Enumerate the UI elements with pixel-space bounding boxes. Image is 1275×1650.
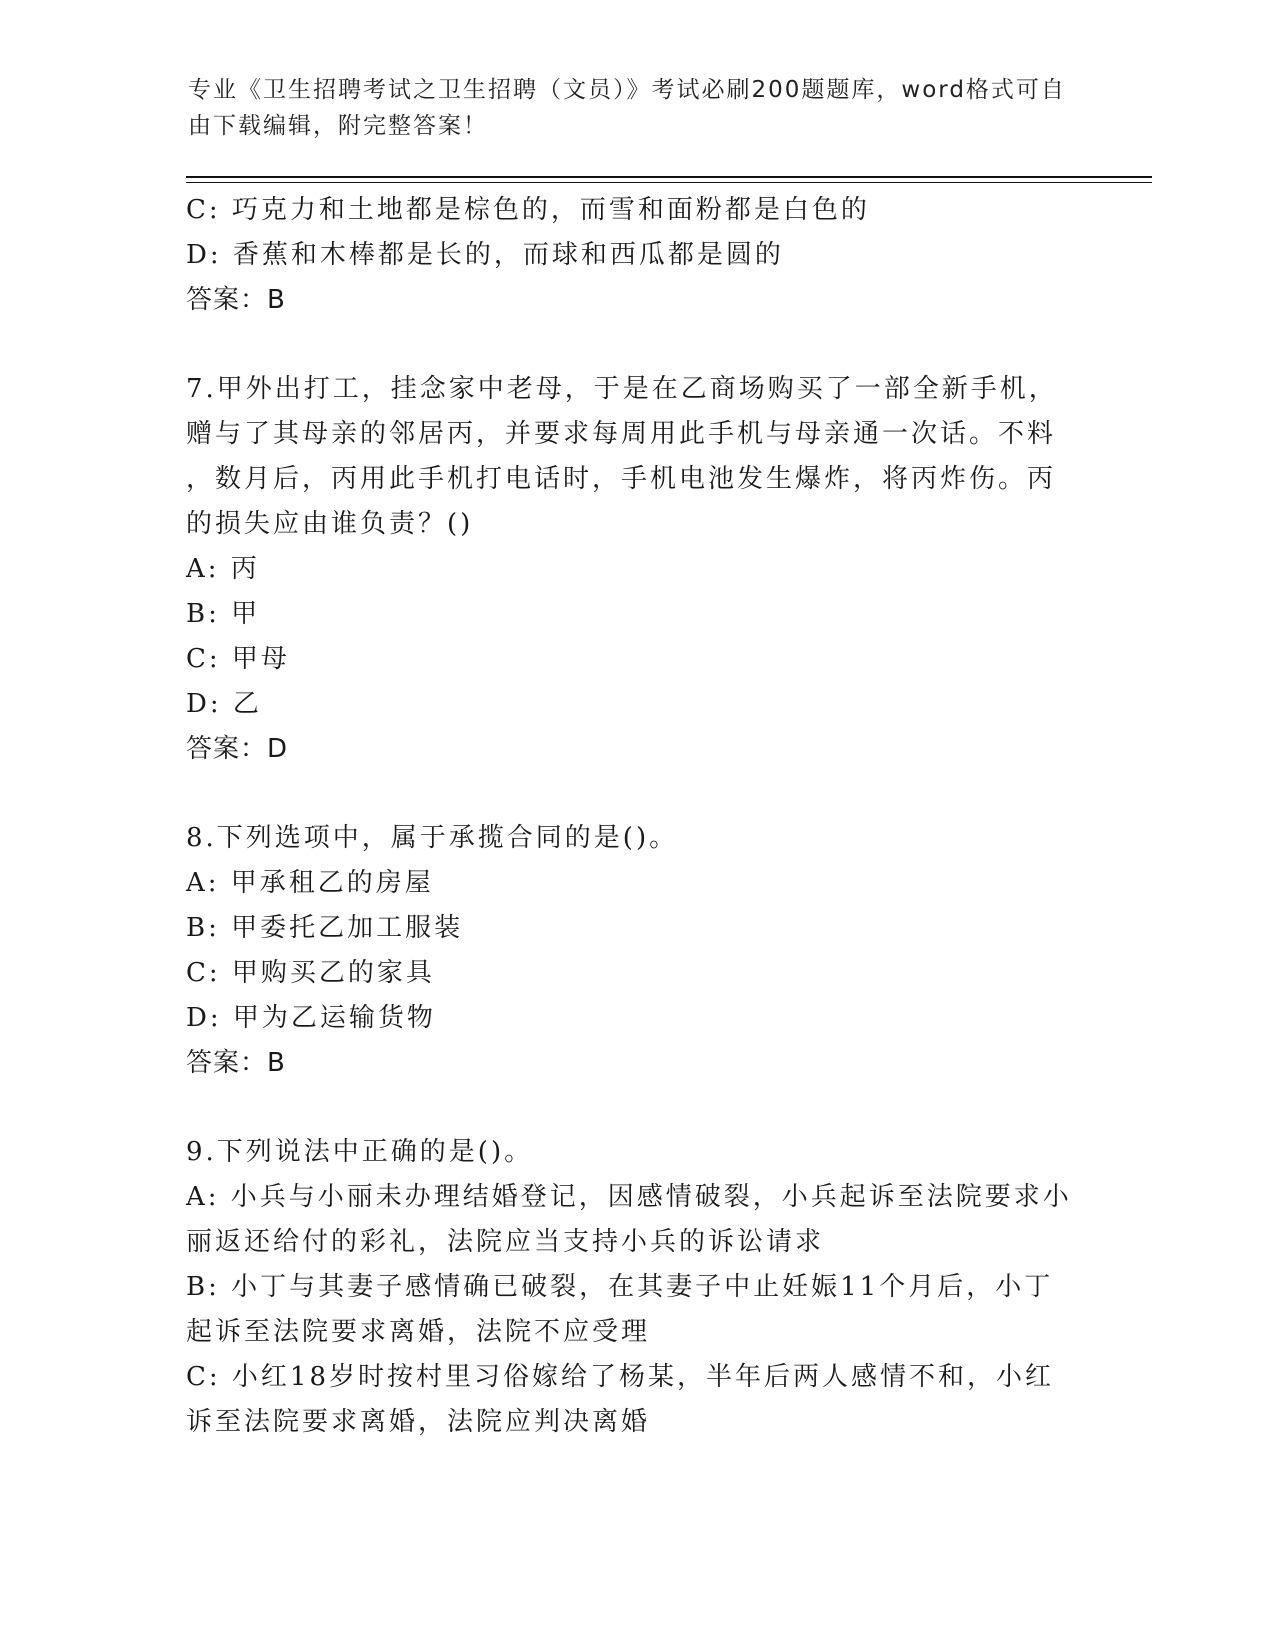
question-stem-line: 7.甲外出打工，挂念家中老母，于是在乙商场购买了一部全新手机，	[186, 374, 1058, 404]
option-c: C: 巧克力和土地都是棕色的，而雪和面粉都是白色的	[186, 195, 870, 225]
option-d: D: 香蕉和木棒都是长的，而球和西瓜都是圆的	[186, 240, 784, 270]
header-rule-thick	[186, 176, 1152, 178]
option-d: D: 甲为乙运输货物	[186, 1003, 436, 1033]
option-a-line: A: 小兵与小丽未办理结婚登记，因感情破裂，小兵起诉至法院要求小	[186, 1182, 1072, 1212]
option-a-line: 丽返还给付的彩礼，法院应当支持小兵的诉讼请求	[186, 1227, 825, 1257]
option-b-line: B: 小丁与其妻子感情确已破裂，在其妻子中止妊娠11个月后，小丁	[186, 1272, 1054, 1302]
question-9	[186, 1130, 1086, 1445]
spacer	[186, 1086, 1086, 1130]
option-a: A: 丙	[186, 554, 260, 584]
option-c-line: C: 小红18岁时按村里习俗嫁给了杨某，半年后两人感情不和，小红	[186, 1362, 1055, 1392]
option-a: A: 甲承租乙的房屋	[186, 868, 434, 898]
question-list	[186, 188, 1086, 1445]
spacer	[186, 323, 1086, 367]
question-stem-line: ，数月后，丙用此手机打电话时，手机电池发生爆炸，将丙炸伤。丙	[186, 464, 1057, 494]
option-c: C: 甲母	[186, 644, 290, 674]
question-8	[186, 816, 1086, 1086]
option-d: D: 乙	[186, 689, 262, 719]
answer: 答案：B	[186, 1048, 286, 1078]
question-7	[186, 367, 1086, 772]
option-b: B: 甲	[186, 599, 261, 629]
header-line-1: 专业《卫生招聘考试之卫生招聘（文员）》考试必刷200题题库，word格式可自	[188, 77, 1066, 103]
question-stem: 9.下列说法中正确的是()。	[186, 1137, 534, 1167]
option-b: B: 甲委托乙加工服装	[186, 913, 464, 943]
option-b-line: 起诉至法院要求离婚，法院不应受理	[186, 1317, 651, 1347]
header-rule-thin	[186, 182, 1152, 183]
spacer	[186, 772, 1086, 816]
header-line-2: 由下载编辑，附完整答案！	[188, 113, 488, 139]
question-stem-line: 赠与了其母亲的邻居丙，并要求每周用此手机与母亲通一次话。不料	[186, 419, 1057, 449]
option-c-line: 诉至法院要求离婚，法院应判决离婚	[186, 1407, 651, 1437]
question-6-tail	[186, 188, 1086, 323]
option-c: C: 甲购买乙的家具	[186, 958, 435, 988]
answer: 答案：D	[186, 734, 289, 764]
question-stem-line: 的损失应由谁负责？()	[186, 509, 474, 539]
answer: 答案：B	[186, 285, 286, 315]
question-stem: 8.下列选项中，属于承揽合同的是()。	[186, 823, 679, 853]
document-header	[188, 72, 1068, 144]
